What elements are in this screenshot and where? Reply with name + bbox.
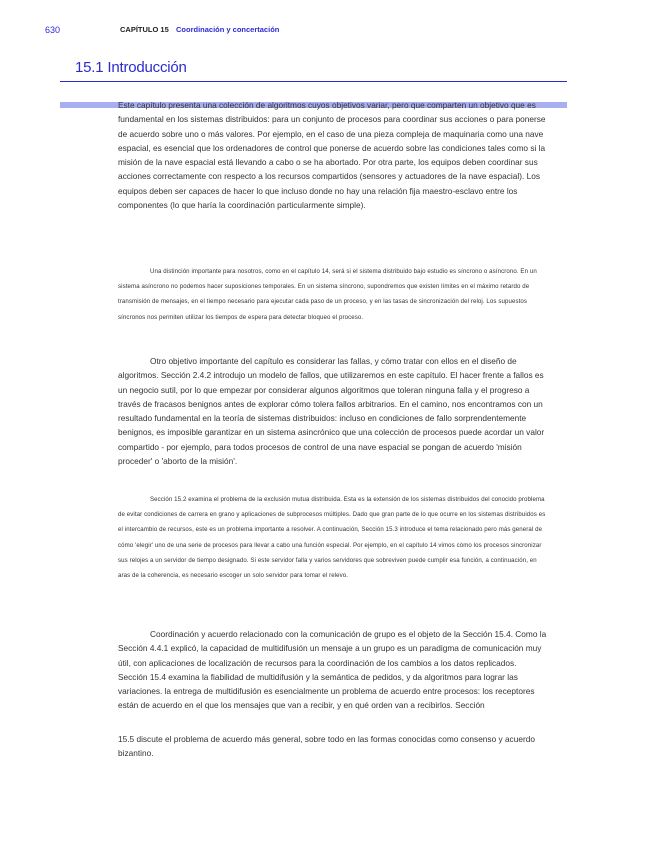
paragraph-mutual-exclusion: Sección 15.2 examina el problema de la exclusión mutua distribuida. Esta es la extensión de los sistemas distribuidos del conocido problema de evitar condiciones de carrera en grano y aplicaciones de subprocesos múltiples. Dado que gran parte de lo que ocurre en los sistemas distribuidos es el intercambio de recursos, este es un problema importante a resolver. A continuación, Sección 15.3 introduce el tema relacionado pero más general de cómo 'elegir' uno de una serie de procesos para llevar a cabo una función especial. Por ejemplo, en el capítulo 14 vimos cómo los procesos sincronizar sus relojes a un servidor de tiempo designado. Si este servidor falla y varios servidores que sobreviven puede cumplir esa función, a continuación, en aras de la coherencia, es necesario escoger un solo servidor para tomar el relevo. bbox=[118, 496, 546, 580]
paragraph-introduction: Este capítulo presenta una colección de algoritmos cuyos objetivos variar, pero que comparten un objetivo que es fundamental en los sistemas distribuidos: para un conjunto de procesos para coordinar sus acciones o para ponerse de acuerdo sobre uno o más valores. Por ejemplo, en el caso de una pieza compleja de maquinaria como una nave espacial, es esencial que los ordenadores de control que ponerse de acuerdo sobre las condiciones tales como si la misión de la nave espacial está llevando a cabo o se ha abortado. Por otra parte, los equipos deben coordinar sus acciones correctamente con respecto a los recursos compartidos (sensores y actuadores de la nave espacial). Los equipos deben ser capaces de hacer lo que incluso donde no hay una relación fija maestro-esclavo entre los componentes (lo que haría la coordinación particularmente simple). bbox=[118, 100, 546, 211]
section-title: 15.1 Introducción bbox=[75, 59, 187, 76]
paragraph-group-communication: Coordinación y acuerdo relacionado con la comunicación de grupo es el objeto de la Sección 15.4. Como la Sección 4.4.1 explicó, la capacidad de multidifusión un mensaje a un grupo es un paradigma de comunicación muy útil, con aplicaciones de localización de recursos para la coordinación de los cambios a los datos replicados. Sección 15.4 examina la fiabilidad de multidifusión y la semántica de pedidos, y da algoritmos para lograr las variaciones. la entrega de multidifusión es esencialmente un problema de acuerdo entre procesos: los receptores están de acuerdo en el que los mensajes que van a recibir, y en qué orden van a recibirlos. Sección bbox=[118, 629, 547, 711]
running-header bbox=[0, 25, 661, 41]
section-divider bbox=[60, 81, 567, 82]
chapter-label: CAPÍTULO 15 bbox=[120, 25, 169, 34]
page-number: 630 bbox=[45, 25, 61, 35]
paragraph-synchrony: Una distinción importante para nosotros, como en el capítulo 14, será si el sistema distribuido bajo estudio es síncrono o asíncrono. En un sistema asíncrono no podemos hacer suposiciones temporales. En un sistema síncrono, supondremos que existen límites en el máximo retardo de transmisión de mensajes, en el tiempo necesario para ejecutar cada paso de un proceso, y en las tasas de sincronización del reloj. Los supuestos síncronos nos permiten utilizar los tiempos de espera para detectar bloqueo el proceso. bbox=[118, 268, 537, 321]
chapter-title: Coordinación y concertación bbox=[176, 25, 280, 34]
paragraph-failures: Otro objetivo importante del capítulo es considerar las fallas, y cómo tratar con ellos en el diseño de algoritmos. Sección 2.4.2 introdujo un modelo de fallos, que utilizaremos en este capítulo. El hacer frente a fallos es un negocio sutil, por lo que empezar por considerar algunos algoritmos que toleran ninguna falla y el progreso a través de fracasos benignos antes de explorar cómo tolera fallos arbitrarios. En el camino, nos encontramos con un resultado fundamental en la teoría de sistemas distribuidos: incluso en condiciones de fallo sorprendentemente benignos, es imposible garantizar en un sistema asincrónico que una colección de procesos puede acordar un valor compartido - por ejemplo, para todos procesos de control de una nave espacial se pongan de acuerdo 'misión proceder' o 'aborto de la misión'. bbox=[118, 356, 545, 467]
paragraph-consensus: 15.5 discute el problema de acuerdo más general, sobre todo en las formas conocidas como consenso y acuerdo bizantino. bbox=[118, 734, 535, 759]
